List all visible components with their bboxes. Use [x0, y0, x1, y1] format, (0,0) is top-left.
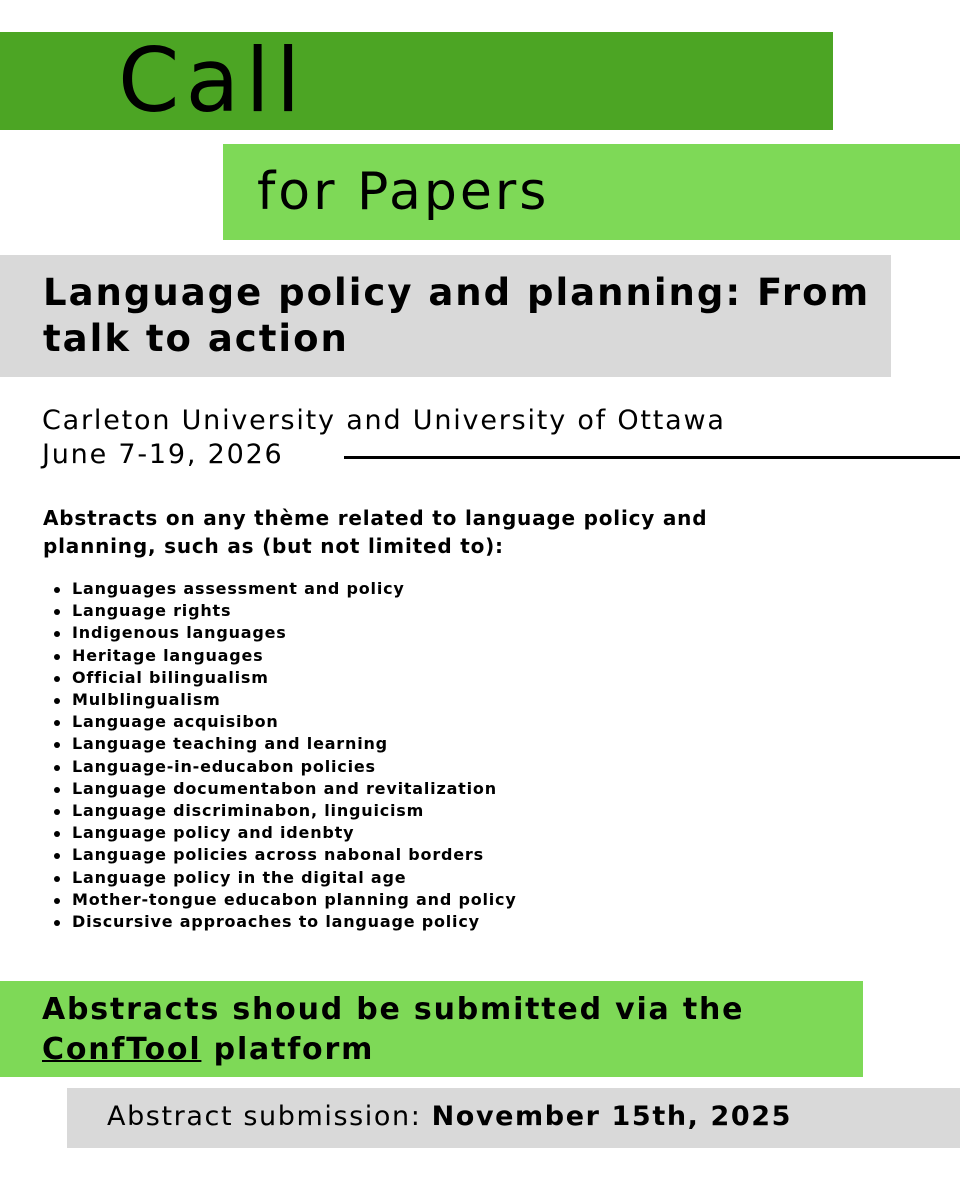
list-item: Language-in-educabon policies [52, 756, 517, 778]
list-item: Official bilingualism [52, 667, 517, 689]
list-item: Mulblingualism [52, 689, 517, 711]
list-item: Language rights [52, 600, 517, 622]
deadline-date: November 15th, 2025 [431, 1101, 793, 1132]
deadline-text [107, 1099, 792, 1135]
list-item: Language policies across nabonal borders [52, 844, 517, 866]
call-heading: Call [118, 29, 307, 132]
list-item: Language teaching and learning [52, 733, 517, 755]
list-item: Language acquisibon [52, 711, 517, 733]
list-item: Language policy and idenbty [52, 822, 517, 844]
submission-text [42, 990, 842, 1070]
list-item: Mother-tongue educabon planning and policy [52, 889, 517, 911]
list-item: Heritage languages [52, 645, 517, 667]
list-item: Language policy in the digital age [52, 867, 517, 889]
for-papers-heading: for Papers [257, 162, 550, 222]
submission-suffix: platform [201, 1032, 375, 1067]
list-item: Discursive approaches to language policy [52, 911, 517, 933]
topics-list [52, 578, 517, 933]
topics-intro: Abstracts on any thème related to language policy and planning, such as (but not limited to): [43, 506, 708, 558]
venue-block [42, 404, 726, 472]
venue-location: Carleton University and University of Ottawa [42, 405, 726, 436]
venue-dates: June 7-19, 2026 [42, 439, 284, 470]
list-item: Languages assessment and policy [52, 578, 517, 600]
deadline-label: Abstract submission: [107, 1101, 432, 1132]
conference-title: Language policy and planning: From talk to action [43, 271, 871, 360]
list-item: Language documentabon and revitalization [52, 778, 517, 800]
divider-line [344, 456, 960, 459]
conftool-link[interactable]: ConfTool [42, 1032, 202, 1067]
submission-prefix: Abstracts shoud be submitted via the [42, 992, 745, 1027]
list-item: Language discriminabon, linguicism [52, 800, 517, 822]
list-item: Indigenous languages [52, 622, 517, 644]
